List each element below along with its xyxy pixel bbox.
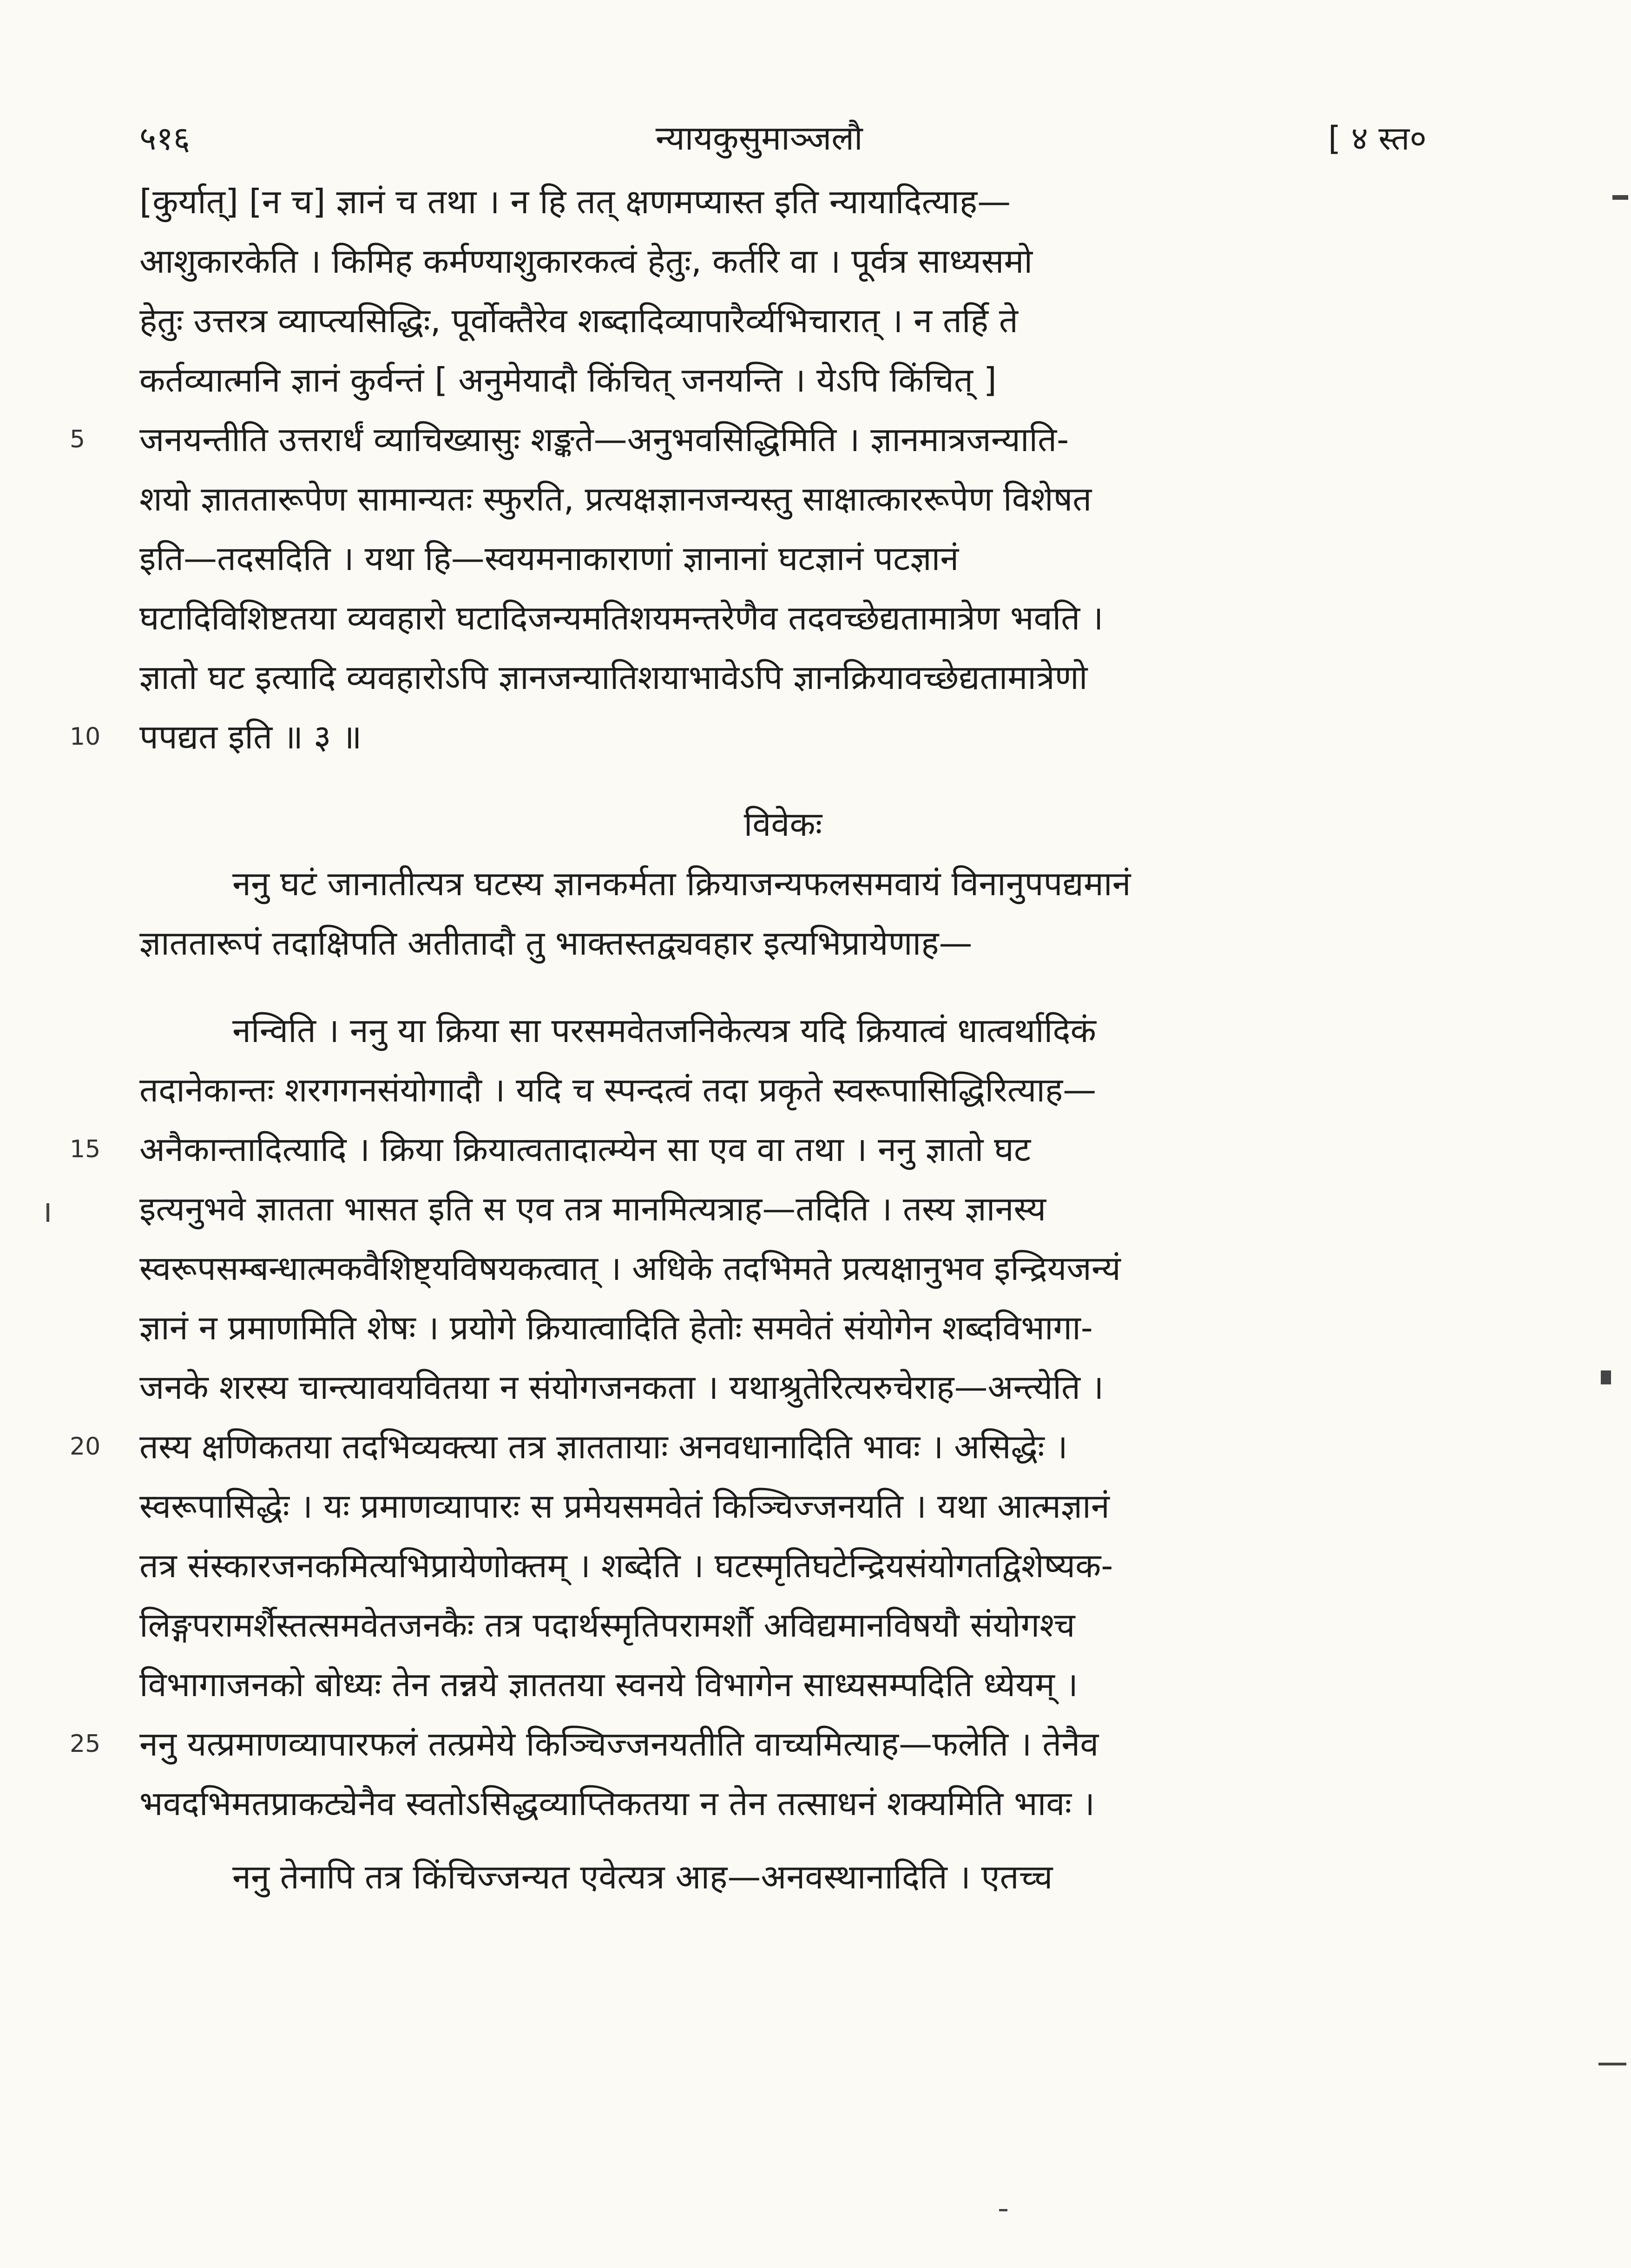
margin-mark: [46, 1203, 49, 1222]
text-line: ज्ञानं न प्रमाणमिति शेषः । प्रयोगे क्रियात्वादिति हेतोः समवेतं संयोगेन शब्दविभागा-: [139, 1308, 1093, 1347]
text-line: ज्ञातो घट इत्यादि व्यवहारोऽपि ज्ञानजन्यातिशयाभावेऽपि ज्ञानक्रियावच्छेद्यतामात्रेणो: [139, 658, 1088, 697]
page-header: [139, 111, 1427, 163]
margin-mark: [999, 2209, 1007, 2211]
text-line: [कुर्यात्] [न च] ज्ञानं च तथा । न हि तत् क्षणमप्यास्त इति न्यायादित्याह—: [139, 182, 1011, 221]
line-number: 20: [70, 1433, 101, 1461]
text-line: हेतुः उत्तरत्र व्याप्त्यसिद्धिः, पूर्वोक्तैरेव शब्दादिव्यापारैर्व्यभिचारात् । न तर्हि ते: [139, 301, 1018, 340]
line-number: 5: [70, 426, 85, 453]
text-line: लिङ्गपरामर्शैस्तत्समवेतजनकैः तत्र पदार्थस्मृतिपरामर्शौ अविद्यमानविषयौ संयोगश्च: [139, 1606, 1075, 1645]
viveka-heading: विवेकः: [743, 805, 822, 844]
main-text-block: [70, 172, 1427, 767]
text-line: घटादिविशिष्टतया व्यवहारो घटादिजन्यमतिशयमन्तरेणैव तदवच्छेद्यतामात्रेण भवति ।: [139, 598, 1104, 637]
text-line: 20 तस्य क्षणिकतया तदभिव्यक्त्या तत्र ज्ञाततायाः अनवधानादिति भावः । असिद्धेः ।: [139, 1417, 1427, 1476]
margin-mark: [1598, 2063, 1626, 2065]
text-line: ज्ञाततारूपं तदाक्षिपति अतीतादौ तु भाक्तस्तद्व्यवहार इत्यभिप्रायेणाह—: [139, 924, 973, 963]
text-line: जनके शरस्य चान्त्यावयवितया न संयोगजनकता । यथाश्रुतेरित्यरुचेराह—अन्त्येति ।: [139, 1368, 1104, 1407]
text-line: 5 जनयन्तीति उत्तरार्धं व्याचिख्यासुः शङ्कते—अनुभवसिद्धिमिति । ज्ञानमात्रजन्याति-: [139, 410, 1427, 469]
text-line: भवदभिमतप्राकट्येनैव स्वतोऽसिद्धव्याप्तिकतया न तेन तत्साधनं शक्यमिति भावः ।: [139, 1784, 1095, 1823]
text-line: इति—तदसदिति । यथा हि—स्वयमनाकाराणां ज्ञानानां घटज्ञानं पटज्ञानं: [139, 539, 959, 578]
line-number: 10: [70, 723, 101, 751]
page-number: ५१६: [139, 119, 191, 157]
text-line: शयो ज्ञाततारूपेण सामान्यतः स्फुरति, प्रत्यक्षज्ञानजन्यस्तु साक्षात्काररूपेण विशेषत: [139, 479, 1092, 518]
running-title: न्यायकुसुमाञ्जलौ: [655, 118, 863, 157]
line-number: 15: [70, 1135, 101, 1163]
margin-mark: [1612, 195, 1628, 200]
text-line: स्वरूपसम्बन्धात्मकवैशिष्ट्यविषयकत्वात् । अधिके तदभिमते प्रत्यक्षानुभव इन्द्रियजन्यं: [139, 1249, 1121, 1288]
text-line: 15 अनैकान्तादित्यादि । क्रिया क्रियात्वतादात्म्येन सा एव वा तथा । ननु ज्ञातो घट: [139, 1120, 1427, 1179]
margin-mark: [1601, 1370, 1611, 1384]
text-line: इत्यनुभवे ज्ञातता भासत इति स एव तत्र मानमित्यत्राह—तदिति । तस्य ज्ञानस्य: [139, 1189, 1046, 1228]
text-line: स्वरूपासिद्धेः । यः प्रमाणव्यापारः स प्रमेयसमवेतं किञ्चिज्जनयति । यथा आत्मज्ञानं: [139, 1487, 1110, 1526]
line-number: 25: [70, 1730, 101, 1758]
page: [70, 111, 1427, 2202]
viveka-block: [139, 854, 1427, 973]
text-line: नन्विति । ननु या क्रिया सा परसमवेतजनिकेत्यत्र यदि क्रियात्वं धात्वर्थादिकं: [232, 1011, 1096, 1050]
text-line: तदानेकान्तः शरगगनसंयोगादौ । यदि च स्पन्दत्वं तदा प्रकृते स्वरूपासिद्धिरित्याह—: [139, 1070, 1097, 1109]
text-line: तत्र संस्कारजनकमित्यभिप्रायेणोक्तम् । शब्देति । घटस्मृतिघटेन्द्रियसंयोगतद्विशेष्यक-: [139, 1546, 1113, 1585]
text-line: विभागाजनको बोध्यः तेन तन्नये ज्ञाततया स्वनये विभागेन साध्यसम्पदिति ध्येयम् ।: [139, 1665, 1079, 1704]
text-line: 25 ननु यत्प्रमाणव्यापारफलं तत्प्रमेये किञ्चिज्जनयतीति वाच्यमित्याह—फलेति । तेनैव: [139, 1714, 1427, 1774]
text-line: आशुकारकेति । किमिह कर्मण्याशुकारकत्वं हेतुः, कर्तरि वा । पूर्वत्र साध्यसमो: [139, 242, 1033, 281]
text-line: 10 पपद्यत इति ॥ ३ ॥: [139, 707, 1427, 767]
text-line: ननु घटं जानातीत्यत्र घटस्य ज्ञानकर्मता क्रियाजन्यफलसमवायं विनानुपपद्यमानं: [232, 864, 1131, 903]
section-marker: [ ४ स्त०: [1328, 119, 1427, 157]
text-line: कर्तव्यात्मनि ज्ञानं कुर्वन्तं [ अनुमेयादौ किंचित् जनयन्ति । येऽपि किंचित् ]: [139, 361, 997, 400]
final-text-line: ननु तेनापि तत्र किंचिज्जन्यत एवेत्यत्र आह—अनवस्थानादिति । एतच्च: [232, 1857, 1053, 1896]
commentary-block: [70, 1001, 1427, 1833]
